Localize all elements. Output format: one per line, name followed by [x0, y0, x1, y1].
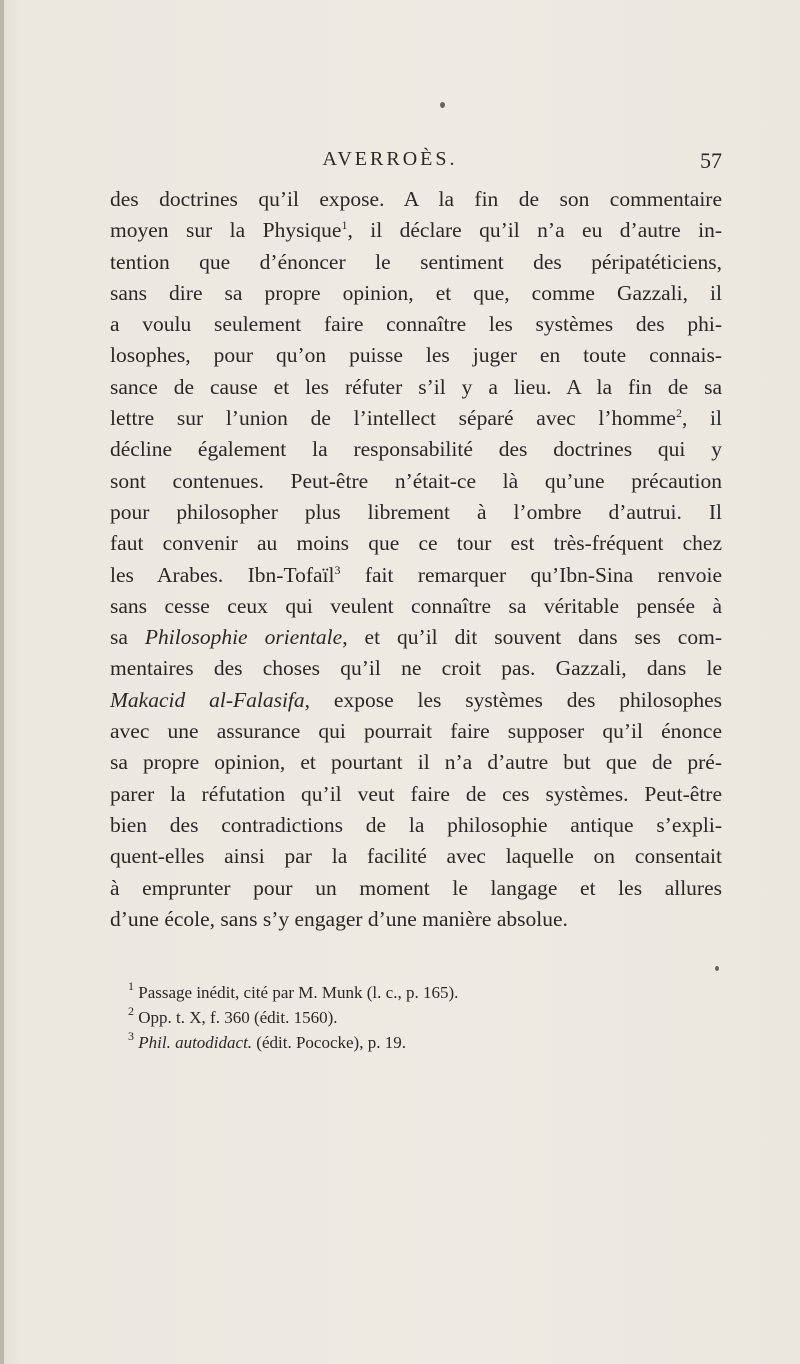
- text-segment: les Arabes. Ibn-Tofaïl: [110, 562, 335, 587]
- text-line: pour philosopher plus librement à l’ombre d’autrui. Il: [110, 499, 722, 524]
- footnote-reference: 1: [341, 218, 348, 233]
- text-line: tention que d’énoncer le sentiment des péripatéticiens,: [110, 249, 722, 274]
- text-segment: sa: [110, 625, 145, 650]
- running-title: AVERROÈS.: [322, 148, 458, 170]
- text-line: décline également la responsabilité des doctrines qui y: [110, 437, 722, 462]
- footnote: [128, 980, 728, 1005]
- text-line: [110, 622, 722, 653]
- ink-speck: [440, 102, 445, 108]
- text-line: sont contenues. Peut-être n’était-ce là qu’une précaution: [110, 468, 722, 493]
- text-line: sance de cause et les réfuter s’il y a lieu. A la fin de sa: [110, 374, 722, 399]
- text-line: avec une assurance qui pourrait faire supposer qu’il énonce: [110, 719, 722, 744]
- text-line: [110, 403, 722, 434]
- footnote-text: (édit. Pococke), p. 19.: [252, 1033, 406, 1052]
- page-spine-shadow: [0, 0, 4, 1364]
- text-segment: , il déclare qu’il n’a eu d’autre in-: [347, 218, 722, 243]
- body-text: [110, 184, 722, 935]
- text-line: losophes, pour qu’on puisse les juger en toute connais-: [110, 343, 722, 368]
- text-line: mentaires des choses qu’il ne croit pas. Gazzali, dans le: [110, 656, 722, 681]
- footnotes: [128, 980, 728, 1055]
- ink-speck: [715, 966, 719, 971]
- footnote-marker: 3: [128, 1029, 134, 1043]
- text-segment: , expose les systèmes des philosophes: [304, 687, 722, 712]
- text-segment: , et qu’il dit souvent dans ses com-: [342, 625, 722, 650]
- italic-title: Philosophie orientale: [144, 625, 343, 650]
- text-line: [110, 685, 722, 716]
- page-number: 57: [700, 148, 722, 173]
- italic-title: Phil. autodidact.: [134, 1033, 253, 1052]
- text-line: bien des contradictions de la philosophie antique s’expli-: [110, 812, 722, 837]
- text-segment: fait remarquer qu’Ibn-Sina renvoie: [340, 562, 723, 587]
- footnote-marker: 2: [128, 1004, 134, 1018]
- footnote-reference: 3: [334, 562, 341, 577]
- text-line: parer la réfutation qu’il veut faire de ces systèmes. Peut-être: [110, 781, 722, 806]
- text-segment: moyen sur la Physique: [110, 218, 342, 243]
- text-line: sans dire sa propre opinion, et que, comme Gazzali, il: [110, 280, 722, 305]
- footnote-text: Opp. t. X, f. 360 (édit. 1560).: [134, 1008, 338, 1027]
- text-line: sans cesse ceux qui veulent connaître sa véritable pensée à: [110, 593, 722, 618]
- text-line: d’une école, sans s’y engager d’une manière absolue.: [110, 906, 568, 931]
- text-line: [110, 560, 722, 591]
- running-header: [110, 148, 722, 178]
- text-line: a voulu seulement faire connaître les systèmes des phi-: [110, 312, 722, 337]
- text-line: à emprunter pour un moment le langage et les allures: [110, 875, 722, 900]
- text-segment: , il: [681, 406, 722, 431]
- footnote-text: Passage inédit, cité par M. Munk (l. c., p. 165).: [134, 983, 459, 1002]
- footnote: [128, 1005, 728, 1030]
- text-segment: lettre sur l’union de l’intellect séparé avec l’homme: [110, 406, 676, 431]
- text-line: [110, 215, 722, 246]
- text-line: sa propre opinion, et pourtant il n’a d’autre but que de pré-: [110, 750, 722, 775]
- text-line: faut convenir au moins que ce tour est très-fréquent chez: [110, 531, 722, 556]
- footnote: [128, 1030, 728, 1055]
- footnote-marker: 1: [128, 979, 134, 993]
- text-line: quent-elles ainsi par la facilité avec laquelle on consentait: [110, 844, 722, 869]
- text-line: des doctrines qu’il expose. A la fin de son commentaire: [110, 187, 722, 211]
- italic-title: Makacid al-Falasifa: [110, 687, 305, 712]
- footnote-reference: 2: [675, 406, 682, 421]
